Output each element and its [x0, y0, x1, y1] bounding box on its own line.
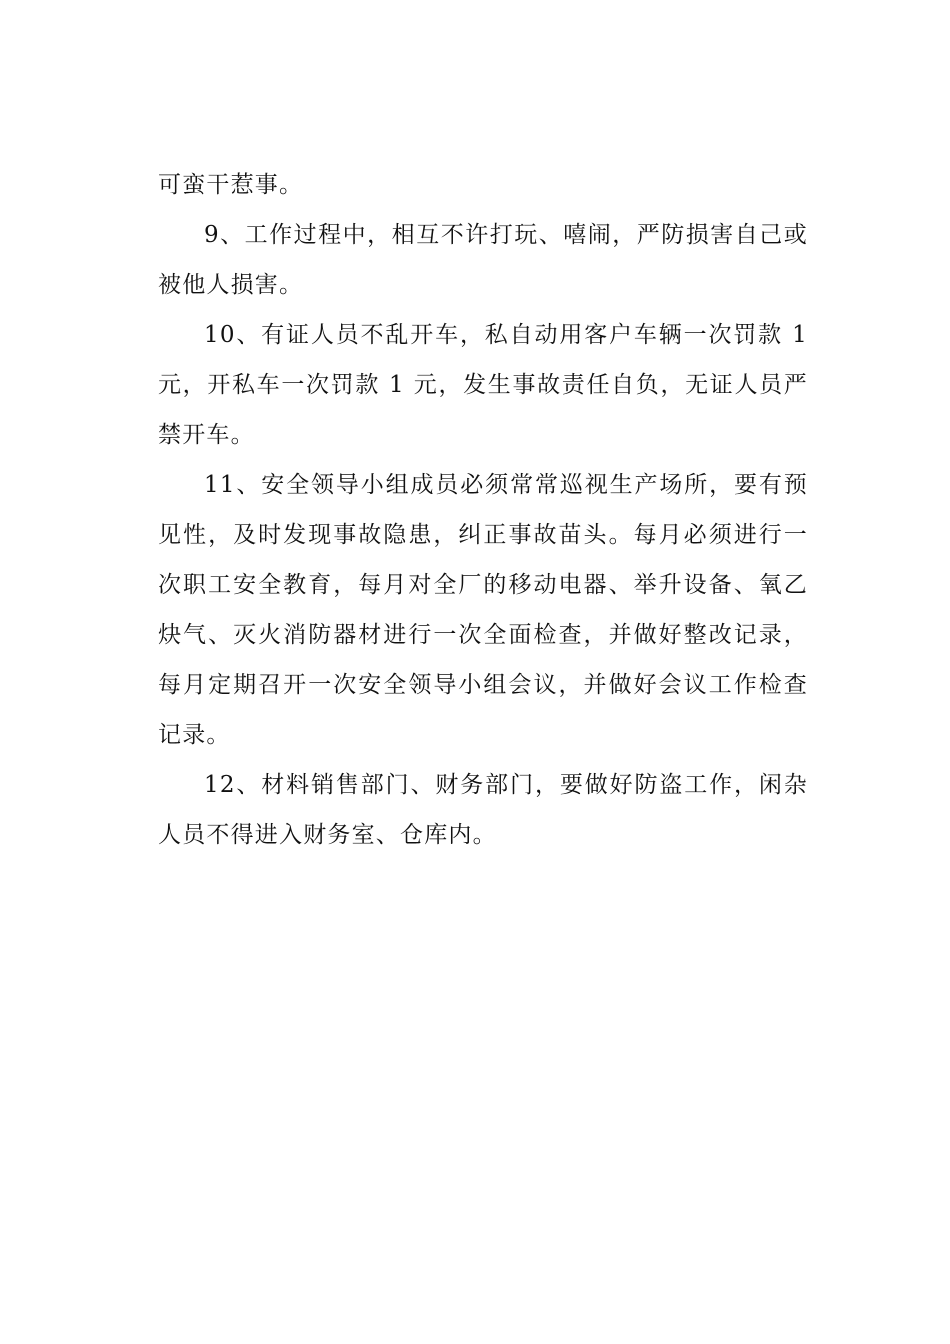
paragraph-rule-9: 9、工作过程中，相互不许打玩、嘻闹，严防损害自己或被他人损害。 [158, 222, 808, 298]
document-body [158, 160, 808, 860]
paragraph-rule-11: 11、安全领导小组成员必须常常巡视生产场所，要有预见性，及时发现事故隐患，纠正事故苗头。每月必须进行一次职工安全教育，每月对全厂的移动电器、举升设备、氧乙炔气、灭火消防器材进行一次全面检查，并做好整改记录，每月定期召开一次安全领导小组会议，并做好会议工作检查记录。 [158, 472, 808, 748]
paragraph-rule-12: 12、材料销售部门、财务部门，要做好防盗工作，闲杂人员不得进入财务室、仓库内。 [158, 772, 808, 848]
paragraph-continuation: 可蛮干惹事。 [158, 172, 304, 198]
paragraph-rule-10: 10、有证人员不乱开车，私自动用客户车辆一次罚款 1 元，开私车一次罚款 1 元，发生事故责任自负，无证人员严禁开车。 [158, 322, 808, 448]
